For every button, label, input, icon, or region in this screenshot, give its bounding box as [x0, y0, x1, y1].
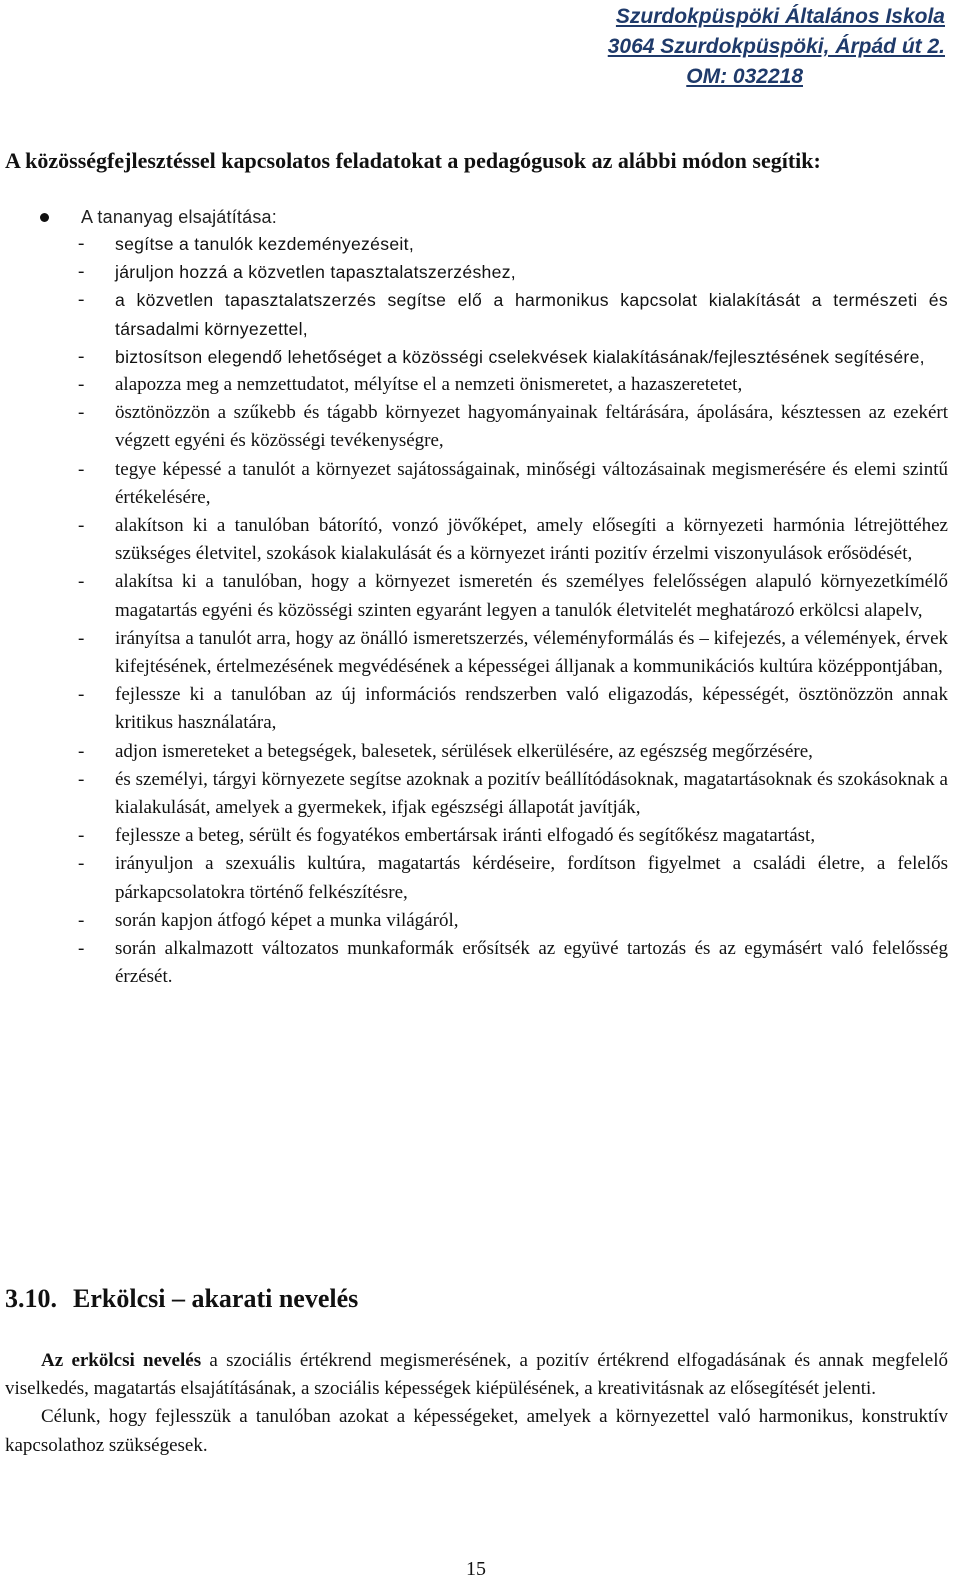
dash-marker: - [78, 909, 85, 931]
dash-marker: - [78, 289, 85, 311]
section-title: Erkölcsi – akarati nevelés [73, 1284, 359, 1313]
list-item [78, 907, 948, 935]
dash-marker: - [78, 402, 85, 424]
list-item [78, 456, 948, 512]
list-item [78, 681, 948, 737]
section-body [5, 1347, 948, 1460]
list-item-text: során kapjon átfogó képet a munka világáról, [115, 909, 459, 931]
list-item-text: fejlessze ki a tanulóban az új információs rendszerben való eligazodás, képességét, ösztönözzön annak kritikus használatára, [115, 684, 948, 734]
dash-marker: - [78, 374, 85, 396]
list-item [78, 371, 948, 399]
school-name: Szurdokpüspöki Általános Iskola [615, 5, 945, 28]
paragraph-goal: Célunk, hogy fejlesszük a tanulóban azokat a képességeket, amelyek a környezettel való harmonikus, konstruktív kapcsolathoz szükségesek. [5, 1406, 948, 1456]
bullet-item [40, 203, 947, 231]
school-header [608, 2, 945, 92]
list-item-text: alakítson ki a tanulóban bátorító, vonzó jövőképet, amely elősegíti a környezeti harmónia létrejöttéhez szükséges életvitel, szokások kialakulását és a környezet iránti pozitív érzelmi viszonyulások erősödését, [115, 515, 948, 565]
dash-marker: - [78, 515, 85, 537]
bullet-dot-icon [40, 213, 49, 222]
paragraph-body: a szociális értékrend megismerésének, a pozitív értékrend elfogadásának és annak megfelelő viselkedés, magatartás elsajátításának, a szociális képességek kiépülésének, a kreativitásnak az elősegítését jelenti. [5, 1350, 948, 1400]
list-item [78, 286, 948, 342]
list-item-text: biztosítson elegendő lehetőséget a közösségi cselekvések kialakításának/fejlesztésének segítésére, [115, 346, 925, 367]
bullet-label: A tananyag elsajátítása: [81, 207, 277, 227]
dash-marker: - [78, 938, 85, 960]
list-item [78, 568, 948, 624]
dash-marker: - [78, 627, 85, 649]
list-item-text: járuljon hozzá a közvetlen tapasztalatszerzéshez, [115, 262, 516, 283]
bullet-list [40, 203, 947, 231]
list-item-text: fejlessze a beteg, sérült és fogyatékos embertársak iránti elfogadó és segítőkész magatartást, [115, 825, 816, 847]
list-item [78, 766, 948, 822]
list-item-text: során alkalmazott változatos munkaformák erősítsék az együvé tartozás és az egymásért való felelősség érzését. [115, 938, 948, 988]
list-item-text: irányuljon a szexuális kultúra, magatartás kérdéseire, fordítson figyelmet a családi életre, a felelős párkapcsolatokra történő felkészítésre, [115, 853, 948, 903]
paragraph-lead-term: Az erkölcsi nevelés [41, 1350, 202, 1371]
paragraph-moral-education [5, 1347, 948, 1403]
dash-marker: - [78, 261, 85, 283]
school-address: 3064 Szurdokpüspöki, Árpád út 2. [607, 35, 945, 58]
intro-heading: A közösségfejlesztéssel kapcsolatos feladatokat a pedagógusok az alábbi módon segítik: [5, 148, 821, 173]
om-code: OM: 032218 [686, 65, 803, 88]
dash-marker: - [78, 458, 85, 480]
list-item [78, 850, 948, 906]
list-item-text: alapozza meg a nemzettudatot, mélyítse el a nemzeti önismeretet, a hazaszeretetet, [115, 374, 743, 396]
list-item [78, 625, 948, 681]
list-item [78, 399, 948, 455]
page-number: 15 [466, 1558, 486, 1580]
section-number: 3.10. [5, 1284, 57, 1313]
dash-marker: - [78, 768, 85, 790]
list-item [78, 738, 948, 766]
list-item-text: adjon ismereteket a betegségek, balesetek, sérülések elkerülésére, az egészség megőrzésére, [115, 740, 813, 762]
list-item-text: segítse a tanulók kezdeményezéseit, [115, 234, 415, 254]
dash-marker: - [78, 740, 85, 762]
dash-marker: - [78, 571, 85, 593]
list-item [78, 512, 948, 568]
dash-marker: - [78, 345, 85, 367]
list-item-text: a közvetlen tapasztalatszerzés segítse elő a harmonikus kapcsolat kialakítását a természeti és társadalmi környezettel, [115, 290, 948, 339]
section-heading [5, 1282, 358, 1316]
list-item [78, 343, 948, 371]
dash-marker: - [78, 684, 85, 706]
dash-marker: - [78, 825, 85, 847]
dash-marker: - [78, 233, 85, 254]
list-item [78, 230, 948, 258]
list-item [78, 822, 948, 850]
list-item-text: irányítsa a tanulót arra, hogy az önálló ismeretszerzés, véleményformálás és – kifejezés, a vélemények, érvek kifejtésének, értelmezésének megvédésének a képességei álljanak a kommunikációs kultúra középpontjában, [115, 627, 948, 678]
list-item-text: és személyi, tárgyi környezete segítse azoknak a pozitív beállítódásoknak, magatartásoknak és szokásoknak a kialakulását, amelyek a gyermekek, ifjak egészségi állapotát javítják, [115, 768, 948, 819]
list-item [78, 935, 948, 991]
task-list [78, 230, 948, 991]
dash-marker: - [78, 853, 85, 875]
list-item-text: alakítsa ki a tanulóban, hogy a környezet ismeretén és személyes felelősségen alapuló környezetkímélő magatartás egyéni és közösségi szinten egyaránt legyen a tanulók életvitelét meghatározó erkölcsi alapelv, [115, 571, 948, 621]
list-item-text: ösztönözzön a szűkebb és tágabb környezet hagyományainak feltárására, ápolására, késztessen az ezekért végzett egyéni és közösségi tevékenységre, [115, 402, 948, 452]
list-item-text: tegye képessé a tanulót a környezet sajátosságainak, minőségi változásainak megismerésére és elemi szintű értékelésére, [115, 458, 948, 508]
list-item [78, 258, 948, 286]
